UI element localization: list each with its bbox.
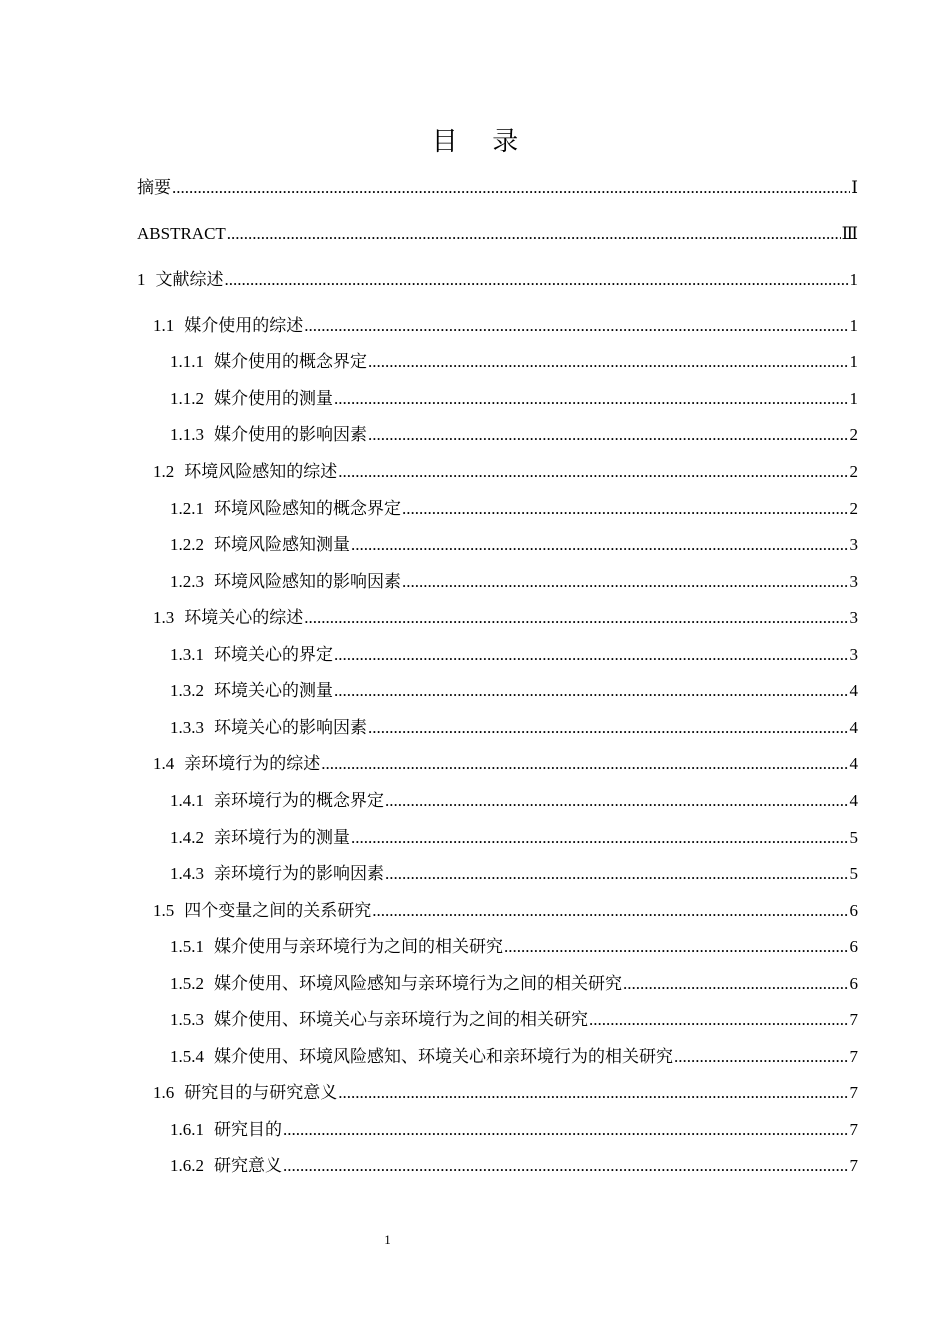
toc-entry-page: 4	[849, 754, 858, 773]
toc-entry-number: 1.4.1	[170, 791, 204, 810]
dot-leader	[334, 643, 849, 667]
toc-entry-1-5-2[interactable]	[170, 972, 858, 996]
dot-leader	[334, 679, 849, 703]
toc-entry-1-1-3[interactable]	[170, 423, 858, 447]
toc-entry-page: 1	[849, 389, 858, 408]
toc-entry-number: 1.1.1	[170, 352, 204, 371]
toc-entry-number: 1.6.1	[170, 1120, 204, 1139]
toc-entry-number: 1.5.3	[170, 1010, 204, 1029]
toc-entry-page: 3	[849, 572, 858, 591]
toc-entry-number: 1.1.3	[170, 425, 204, 444]
dot-leader	[283, 1154, 849, 1178]
toc-entry-1-2-3[interactable]	[170, 570, 858, 594]
dot-leader	[338, 1081, 848, 1105]
dot-leader	[304, 314, 848, 338]
toc-entry-1-6-1[interactable]	[170, 1118, 858, 1142]
toc-entry-page: 2	[849, 425, 858, 444]
toc-entry-1-1-2[interactable]	[170, 387, 858, 411]
toc-entry-number: 1.4.2	[170, 828, 204, 847]
toc-entry-label: 研究目的与研究意义	[184, 1083, 338, 1102]
toc-entry-page: 5	[849, 828, 858, 847]
toc-entry-1-3[interactable]	[153, 606, 858, 630]
toc-entry-label: 亲环境行为的测量	[214, 828, 350, 847]
dot-leader	[402, 570, 849, 594]
dot-leader	[351, 826, 849, 850]
toc-entry-number: 1.2.2	[170, 535, 204, 554]
toc-entry-label: 环境风险感知的综述	[184, 462, 338, 481]
toc-entry-label: 媒介使用的概念界定	[214, 352, 367, 371]
toc-entry-label: 环境关心的综述	[184, 608, 304, 627]
toc-entry-1-3-2[interactable]	[170, 679, 858, 703]
page-title: 目 录	[431, 127, 533, 156]
toc-entry-page: 3	[849, 645, 858, 664]
toc-entry-1-2-2[interactable]	[170, 533, 858, 557]
dot-leader	[368, 423, 849, 447]
toc-entry-page: 3	[849, 535, 858, 554]
toc-entry-number: 1.5	[153, 901, 175, 920]
toc-entry-page: 7	[849, 1156, 858, 1175]
toc-entry-label: 亲环境行为的影响因素	[214, 864, 384, 883]
toc-entry-1-3-1[interactable]	[170, 643, 858, 667]
dot-leader	[304, 606, 848, 630]
toc-entry-page: 6	[849, 974, 858, 993]
toc-entry-number: 1.3.2	[170, 681, 204, 700]
toc-entry-label: 研究意义	[214, 1156, 282, 1175]
toc-entry-1-6-2[interactable]	[170, 1154, 858, 1178]
toc-entry-number: 1.2.1	[170, 499, 204, 518]
toc-entry-1-4-1[interactable]	[170, 789, 858, 813]
toc-entry-number: 1.3	[153, 608, 175, 627]
dot-leader	[225, 268, 849, 292]
toc-entry-label: 环境风险感知的概念界定	[214, 499, 401, 518]
dot-leader	[504, 935, 849, 959]
toc-entry-page: 1	[849, 316, 858, 335]
toc-entry-label: 媒介使用、环境关心与亲环境行为之间的相关研究	[214, 1010, 588, 1029]
toc-entry-label: 环境风险感知的影响因素	[214, 572, 401, 591]
toc-entry-1-6[interactable]	[153, 1081, 858, 1105]
toc-entry-page: Ⅲ	[841, 224, 858, 243]
toc-entry-label: 媒介使用的影响因素	[214, 425, 367, 444]
page-number-footer: 1	[384, 1232, 391, 1247]
toc-entry-page: 4	[849, 718, 858, 737]
toc-entry-number: 1.2.3	[170, 572, 204, 591]
toc-entry-1-3-3[interactable]	[170, 716, 858, 740]
toc-entry-label: 研究目的	[214, 1120, 282, 1139]
dot-leader	[402, 497, 849, 521]
toc-entry-page: 1	[849, 352, 858, 371]
toc-entry-label: 环境风险感知测量	[214, 535, 350, 554]
toc-entry-abstract-en[interactable]	[137, 222, 858, 246]
toc-entry-label: 摘要	[137, 178, 171, 197]
dot-leader	[338, 460, 848, 484]
dot-leader	[334, 387, 849, 411]
toc-entry-label: 媒介使用、环境风险感知、环境关心和亲环境行为的相关研究	[214, 1047, 673, 1066]
toc-entry-1-5-3[interactable]	[170, 1008, 858, 1032]
toc-entry-1[interactable]	[137, 268, 858, 292]
toc-entry-number: 1.1	[153, 316, 175, 335]
dot-leader	[674, 1045, 849, 1069]
toc-entry-page: 2	[849, 462, 858, 481]
toc-entry-label: 环境关心的界定	[214, 645, 333, 664]
dot-leader	[351, 533, 849, 557]
toc-entry-page: 7	[849, 1047, 858, 1066]
toc-entry-1-5-1[interactable]	[170, 935, 858, 959]
toc-entry-number: 1.5.1	[170, 937, 204, 956]
toc-entry-page: 7	[849, 1120, 858, 1139]
toc-entry-label: 文献综述	[155, 270, 224, 289]
toc-entry-number: 1	[137, 270, 146, 289]
toc-entry-label: 环境关心的影响因素	[214, 718, 367, 737]
dot-leader	[589, 1008, 849, 1032]
toc-entry-1-4-2[interactable]	[170, 826, 858, 850]
toc-entry-page: 6	[849, 937, 858, 956]
dot-leader	[368, 350, 849, 374]
toc-entry-page: 2	[849, 499, 858, 518]
dot-leader	[172, 176, 850, 200]
toc-entry-number: 1.6	[153, 1083, 175, 1102]
toc-entry-label: 四个变量之间的关系研究	[184, 901, 372, 920]
dot-leader	[283, 1118, 849, 1142]
toc-entry-number: 1.1.2	[170, 389, 204, 408]
toc-entry-label: 亲环境行为的综述	[184, 754, 321, 773]
toc-entry-page: 3	[849, 608, 858, 627]
toc-entry-page: 7	[849, 1083, 858, 1102]
toc-entry-number: 1.3.1	[170, 645, 204, 664]
toc-entry-abstract-cn[interactable]	[137, 176, 858, 200]
toc-entry-page: 5	[849, 864, 858, 883]
toc-entry-number: 1.2	[153, 462, 175, 481]
toc-entry-label: 媒介使用的测量	[214, 389, 333, 408]
dot-leader	[321, 752, 848, 776]
toc-entry-page: Ⅰ	[851, 178, 858, 197]
toc-entry-number: 1.6.2	[170, 1156, 204, 1175]
toc-entry-page: 1	[849, 270, 858, 289]
toc-entry-page: 6	[849, 901, 858, 920]
dot-leader	[623, 972, 849, 996]
toc-entry-1-4-3[interactable]	[170, 862, 858, 886]
toc-entry-number: 1.5.4	[170, 1047, 204, 1066]
toc-entry-1-2[interactable]	[153, 460, 858, 484]
dot-leader	[385, 789, 849, 813]
toc-entry-number: 1.3.3	[170, 718, 204, 737]
toc-entry-1-1-1[interactable]	[170, 350, 858, 374]
dot-leader	[368, 716, 849, 740]
toc-entry-label: 亲环境行为的概念界定	[214, 791, 384, 810]
toc-entry-page: 7	[849, 1010, 858, 1029]
toc-entry-number: 1.4	[153, 754, 175, 773]
toc-entry-number: 1.4.3	[170, 864, 204, 883]
toc-entry-1-2-1[interactable]	[170, 497, 858, 521]
toc-entry-label: 媒介使用的综述	[184, 316, 304, 335]
dot-leader	[227, 222, 841, 246]
toc-entry-1-1[interactable]	[153, 314, 858, 338]
toc-entry-page: 4	[849, 791, 858, 810]
toc-entry-label: 媒介使用、环境风险感知与亲环境行为之间的相关研究	[214, 974, 622, 993]
toc-entry-1-5[interactable]	[153, 899, 858, 923]
dot-leader	[372, 899, 848, 923]
toc-entry-number: 1.5.2	[170, 974, 204, 993]
toc-entry-1-4[interactable]	[153, 752, 858, 776]
toc-entry-label: ABSTRACT	[137, 224, 226, 243]
toc-entry-1-5-4[interactable]	[170, 1045, 858, 1069]
dot-leader	[385, 862, 849, 886]
toc-entry-label: 环境关心的测量	[214, 681, 333, 700]
toc-entry-label: 媒介使用与亲环境行为之间的相关研究	[214, 937, 503, 956]
toc-entry-page: 4	[849, 681, 858, 700]
